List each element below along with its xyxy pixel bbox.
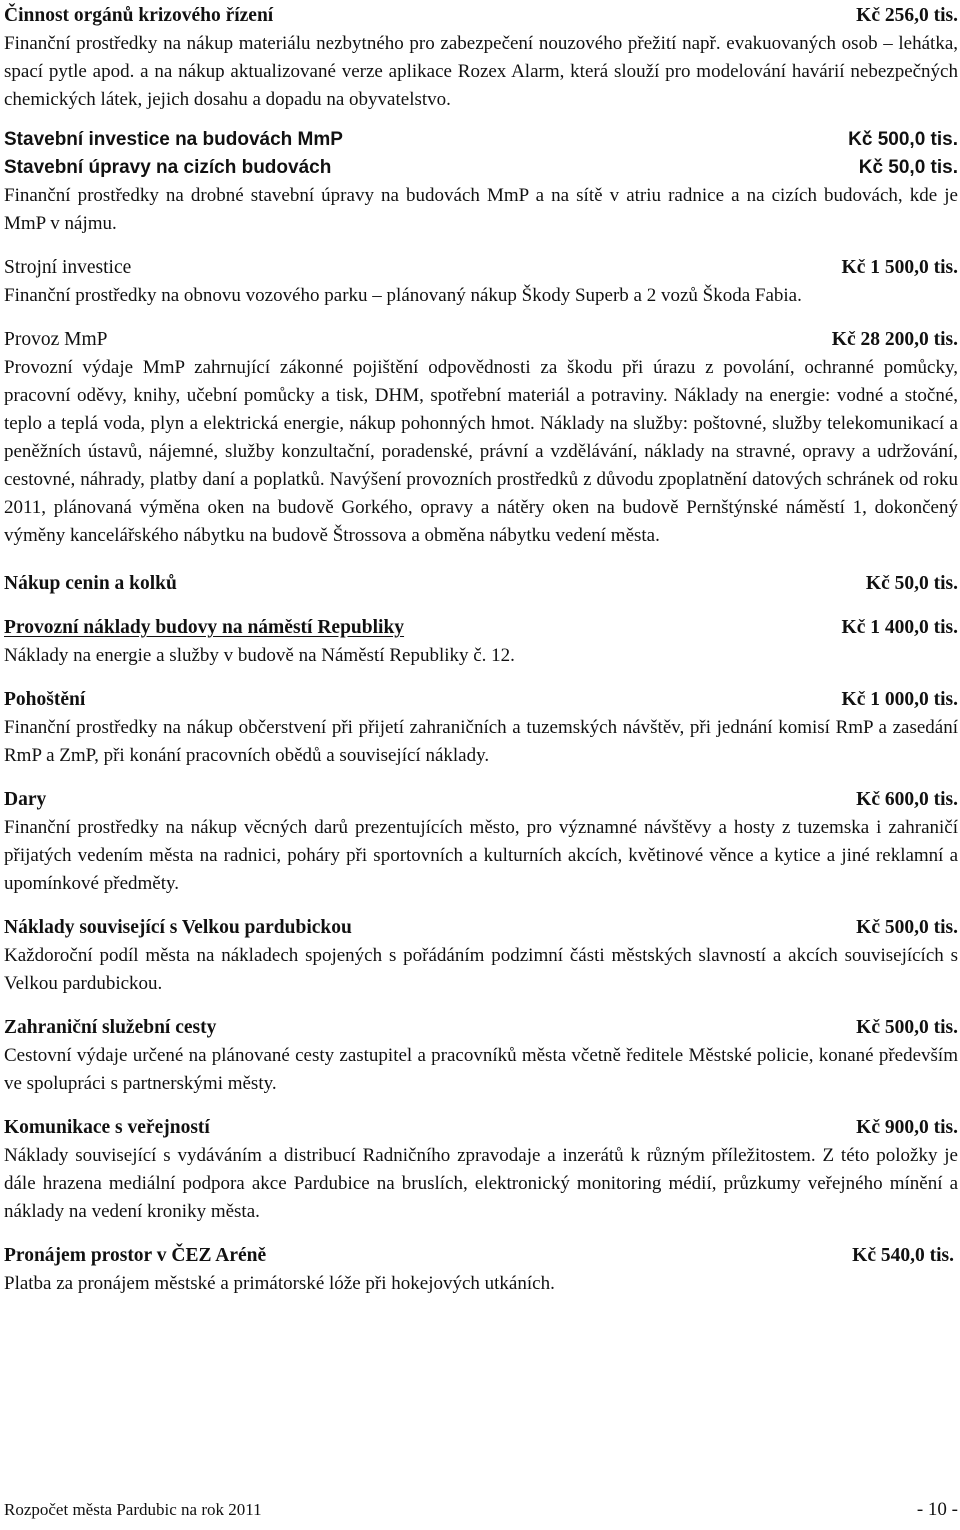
section-heading (4, 2, 958, 30)
section-heading (4, 786, 958, 814)
section-body: Provozní výdaje MmP zahrnující zákonné pojištění odpovědnosti za škodu při úrazu z povolání, ochranné pomůcky, pracovní oděvy, knihy, učební pomůcky a tisk, DHM, spotřební materiál a potraviny. Náklady na energie: vodné a stočné, teplo a teplá voda, plyn a elektrická energie, nákup pohonných hmot. Náklady na služby: poštovné, služby telekomunikací a peněžních ústavů, nájemné, služby konzultační, poradenské, právní a vzdělávání, náklady na stravné, opravy a udržování, cestovné, náhrady, platby daní a poplatků. Navýšení provozních prostředků z důvodu zpoplatnění datových schránek od roku 2011, plánovaná výměna oken na budově Gorkého, opravy a nátěry oken na budově Pernštýnské náměstí 1, dokončený výměny kancelářského nábytku na budově Štrossova a obměna nábytku vedení města. (4, 357, 958, 546)
section-body: Finanční prostředky na nákup věcných darů prezentujících město, pro významné návštěvy a hosty z tuzemska i zahraničí přijatých vedením města na radnici, poháry při sportovních a kulturních akcích, květinové věnce a kytice a jiné reklamní a upomínkové předměty. (4, 817, 958, 894)
section-title: Provozní náklady budovy na náměstí Republiky (4, 617, 405, 638)
section-title: Stavební úpravy na cizích budovách (4, 157, 332, 178)
section-amount: Kč 28 200,0 tis. (831, 329, 958, 350)
section-title: Činnost orgánů krizového řízení (4, 5, 274, 26)
section-amount: Kč 500,0 tis. (856, 917, 958, 938)
section-amount: Kč 1 500,0 tis. (841, 257, 958, 278)
section-heading (4, 914, 958, 942)
section-body: Cestovní výdaje určené na plánované cesty zastupitel a pracovníků města včetně ředitele Městské policie, konané především ve spolupráci s partnerskými městy. (4, 1045, 958, 1094)
section-title: Náklady související s Velkou pardubickou (4, 917, 352, 938)
section-zahranicni-cesty (4, 1014, 958, 1098)
section-komunikace (4, 1114, 958, 1226)
section-title: Pohoštění (4, 689, 86, 710)
section-title: Komunikace s veřejností (4, 1117, 210, 1138)
section-heading (4, 1014, 958, 1042)
section-title: Strojní investice (4, 257, 132, 278)
footer-title: Rozpočet města Pardubic na rok 2011 (4, 1500, 262, 1519)
section-amount: Kč 540,0 tis. (852, 1245, 954, 1266)
section-title: Provoz MmP (4, 329, 108, 350)
section-body: Náklady související s vydáváním a distribucí Radničního zpravodaje a inzerátů k různým příležitostem. Z této položky je dále hrazena mediální podpora akce Pardubice na bruslích, elektronický monitoring médií, průzkumy veřejného mínění a náklady na vedení kroniky města. (4, 1145, 958, 1222)
section-heading (4, 1114, 958, 1142)
section-heading (4, 1242, 958, 1270)
section-body: Každoroční podíl města na nákladech spojených s pořádáním podzimní části městských slavností a akcích souvisejících s Velkou pardubickou. (4, 945, 958, 994)
section-amount: Kč 256,0 tis. (856, 5, 958, 26)
section-amount: Kč 900,0 tis. (856, 1117, 958, 1138)
section-body: Platba za pronájem městské a primátorské lóže při hokejových utkáních. (4, 1273, 555, 1294)
section-amount: Kč 600,0 tis. (856, 789, 958, 810)
section-heading (4, 254, 958, 282)
section-amount: Kč 50,0 tis. (858, 157, 958, 178)
section-cez-arena (4, 1242, 958, 1298)
section-amount: Kč 50,0 tis. (865, 573, 958, 594)
section-dary (4, 786, 958, 898)
section-title: Nákup cenin a kolků (4, 573, 177, 594)
section-ceniny-kolky (4, 570, 958, 598)
section-amount: Kč 1 400,0 tis. (841, 617, 958, 638)
section-amount: Kč 500,0 tis. (856, 1017, 958, 1038)
section-heading (4, 614, 958, 642)
section-body: Finanční prostředky na obnovu vozového parku – plánovaný nákup Škody Superb a 2 vozů Škoda Fabia. (4, 285, 802, 306)
section-title: Stavební investice na budovách MmP (4, 129, 343, 150)
page-footer (4, 1497, 958, 1523)
section-budova-republiky (4, 614, 958, 670)
section-strojni-investice (4, 254, 958, 310)
section-amount: Kč 500,0 tis. (848, 129, 958, 150)
section-body: Náklady na energie a služby v budově na Náměstí Republiky č. 12. (4, 645, 515, 666)
section-title: Dary (4, 789, 47, 810)
document-page (4, 2, 958, 1298)
section-pohosteni (4, 686, 958, 770)
section-krizove-rizeni (4, 2, 958, 114)
section-heading (4, 326, 958, 354)
section-title: Zahraniční služební cesty (4, 1017, 217, 1038)
section-amount: Kč 1 000,0 tis. (841, 689, 958, 710)
section-stavebni-upravy (4, 154, 958, 238)
section-body: Finanční prostředky na nákup občerstvení při přijetí zahraničních a tuzemských návštěv, při jednání komisí RmP a zasedání RmP a ZmP, při konání pracovních obědů a související náklady. (4, 717, 958, 766)
section-body: Finanční prostředky na drobné stavební úpravy na budovách MmP a na sítě v atriu radnice a na cizích budovách, kde je MmP v nájmu. (4, 185, 958, 234)
section-stavebni-investice (4, 126, 958, 154)
page-number: - 10 - (916, 1499, 958, 1520)
section-title: Pronájem prostor v ČEZ Aréně (4, 1245, 267, 1266)
section-body: Finanční prostředky na nákup materiálu nezbytného pro zabezpečení nouzového přežití např. evakuovaných osob – lehátka, spací pytle apod. a na nákup aktualizované verze aplikace Rozex Alarm, která slouží pro modelování havárií nebezpečných chemických látek, jejich dosahu a dopadu na obyvatelstvo. (4, 33, 958, 110)
section-heading (4, 154, 958, 182)
section-heading (4, 686, 958, 714)
section-velka-pardubicka (4, 914, 958, 998)
section-provoz-mmp (4, 326, 958, 550)
section-heading (4, 126, 958, 154)
section-heading (4, 570, 958, 598)
